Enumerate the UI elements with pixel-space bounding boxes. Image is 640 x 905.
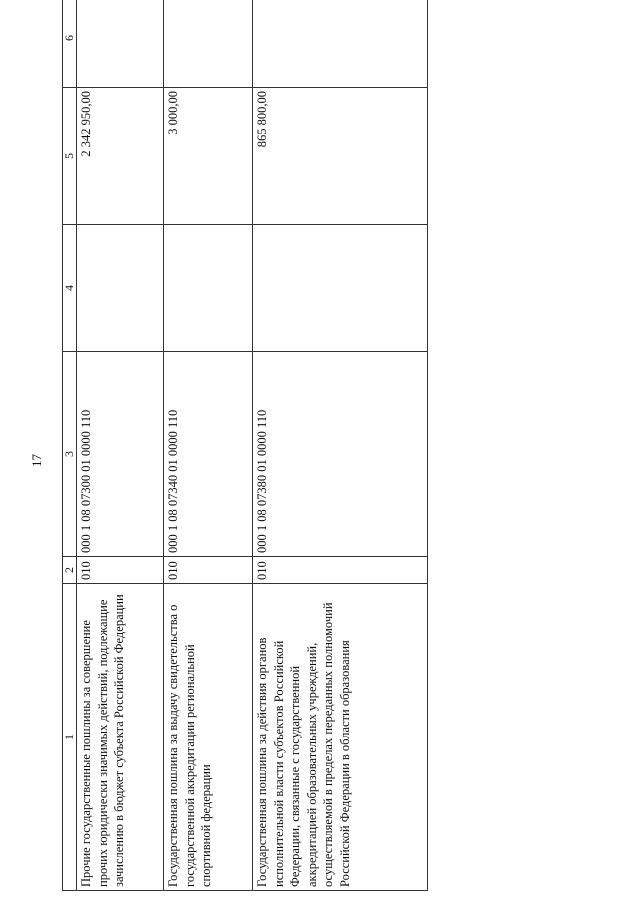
amount-cell: 3 000,00 [164,88,253,225]
budget-revenue-table [62,0,428,891]
col4-cell [164,225,253,352]
admin-code-cell: 010 [253,557,428,584]
table-header-row [63,0,77,891]
header-col-5: 5 [63,88,77,225]
col4-cell [253,225,428,352]
revenue-name-cell: Прочие государственные пошлины за совершение прочих юридически значимых действий, подлежащие зачислению в бюджет субъекта Российской Федерации [77,584,164,891]
page-number: 17 [29,454,44,467]
header-col-3: 3 [63,352,77,557]
header-col-6: 6 [63,0,77,88]
admin-code-cell: 010 [77,557,164,584]
col6-cell [253,0,428,88]
revenue-name-cell: Государственная пошлина за действия органов исполнительной власти субъектов Российской Федерации, связанные с государственной аккредитацией образовательных учреждений, осуществляемой в пределах переданных полномочий Российской Федерации в области образования [253,584,428,891]
admin-code-cell: 010 [164,557,253,584]
header-col-2: 2 [63,557,77,584]
kbk-code-cell: 000 1 08 07380 01 0000 110 [253,352,428,557]
header-col-1: 1 [63,584,77,891]
table-row [77,0,164,891]
col4-cell [77,225,164,352]
table-row [164,0,253,891]
kbk-code-cell: 000 1 08 07300 01 0000 110 [77,352,164,557]
amount-cell: 865 800,00 [253,88,428,225]
table-row [253,0,428,891]
col6-cell [77,0,164,88]
amount-cell: 2 342 950,00 [77,88,164,225]
revenue-name-cell: Государственная пошлина за выдачу свидетельства о государственной аккредитации региональной спортивной федерации [164,584,253,891]
rotated-table-container [62,31,616,891]
kbk-code-cell: 000 1 08 07340 01 0000 110 [164,352,253,557]
header-col-4: 4 [63,225,77,352]
col6-cell [164,0,253,88]
